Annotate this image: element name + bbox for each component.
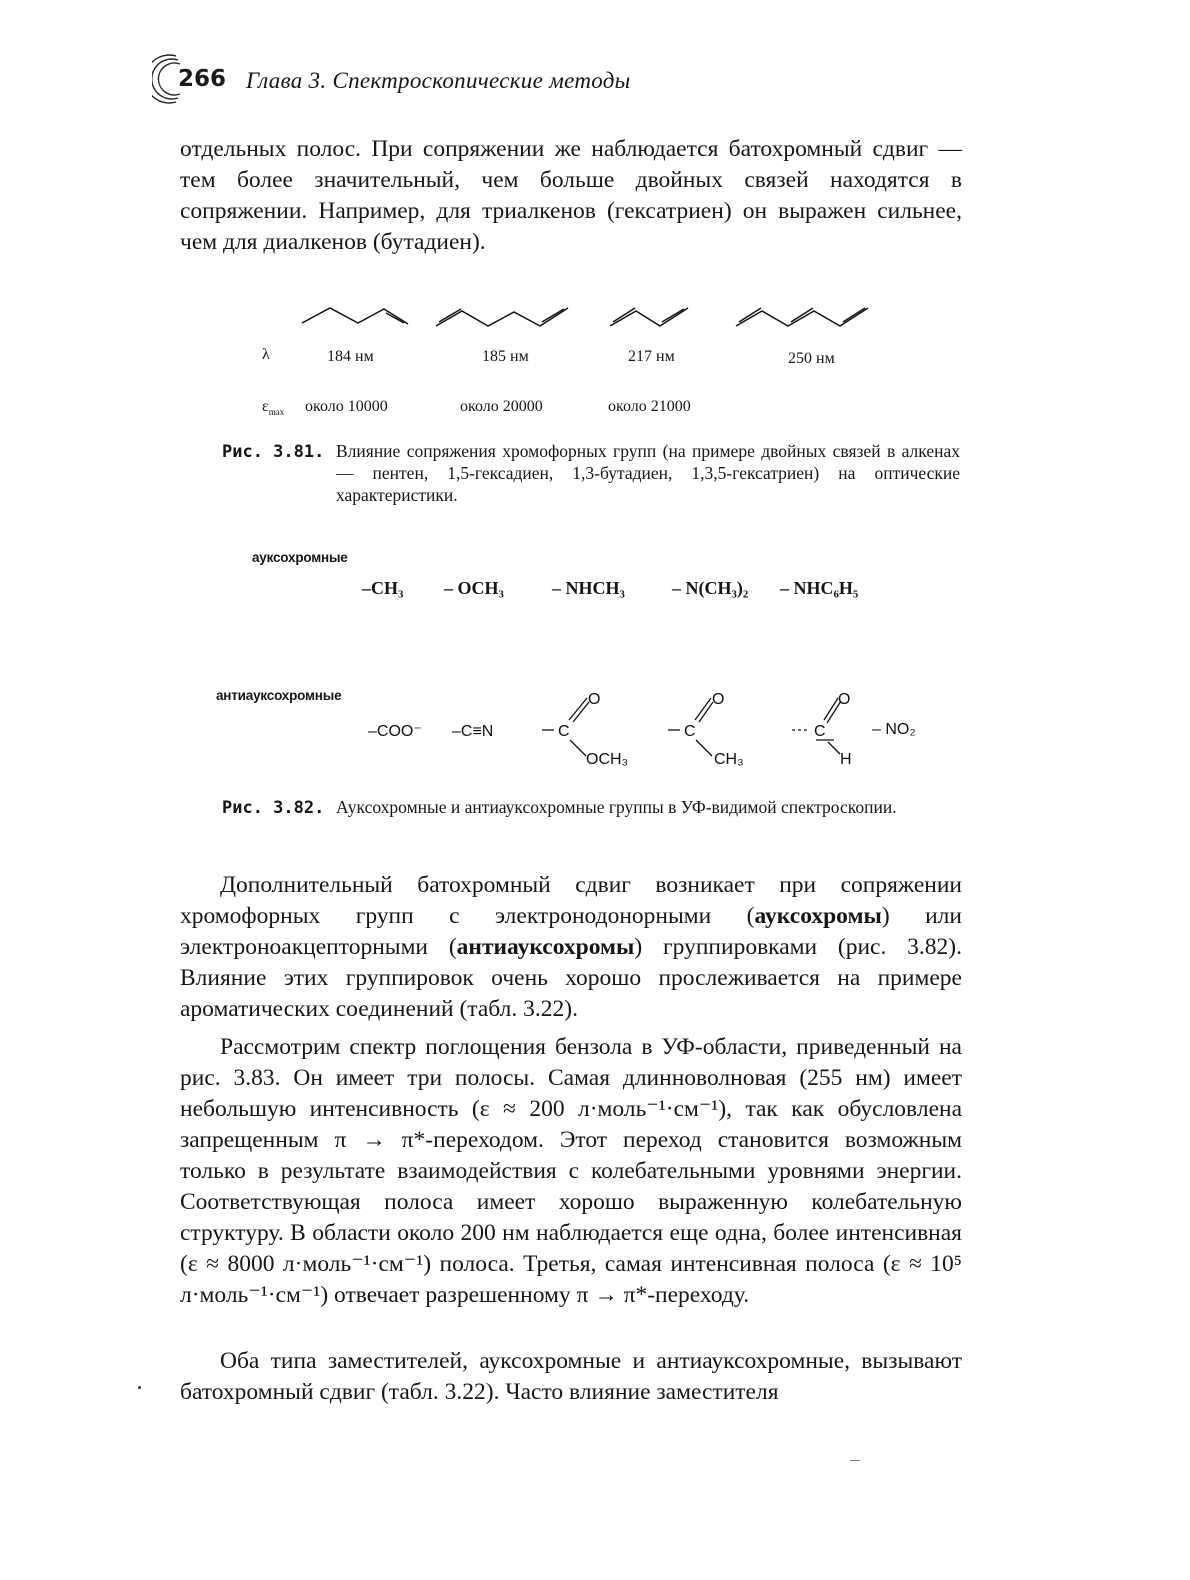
caption-label: Рис. 3.81. bbox=[222, 442, 325, 462]
lambda-value: 184 нм bbox=[327, 348, 374, 365]
nitro-group: – NO₂ bbox=[872, 721, 916, 738]
ester-carbon: C bbox=[558, 723, 570, 740]
caption-text: Влияние сопряжения хромофорных групп (на примере двойных связей в алкенах — пентен, 1,5-гексадиен, 1,3-бутадиен, 1,3,5-гексатриен) на оптические характеристики. bbox=[336, 441, 960, 505]
antiauxochrome-heading: антиауксохромные bbox=[216, 688, 342, 703]
scan-speck bbox=[850, 1460, 860, 1461]
paragraph-2: Дополнительный батохромный сдвиг возникает при сопряжении хромофорных групп с электронодонорными (ауксохромы) или электроноакцепторными (антиауксохромы) группировками (рис. 3.82). Влияние этих группировок очень хорошо прослеживается на примере ароматических соединений (табл. 3.22). bbox=[180, 872, 963, 1022]
antiauxochrome-groups bbox=[360, 688, 940, 772]
epsilon-value: около 10000 bbox=[305, 398, 388, 415]
epsilon-max-symbol: $\varepsilon_{max}$ bbox=[262, 398, 285, 418]
figure-caption-381 bbox=[222, 440, 964, 506]
term-auxochromes: ауксохромы bbox=[754, 903, 882, 929]
acetyl-oxygen: O bbox=[712, 691, 725, 708]
formyl-carbon: C bbox=[814, 723, 826, 740]
pentene-structure bbox=[302, 308, 408, 324]
acetyl-carbon: C bbox=[684, 723, 696, 740]
butadiene-structure bbox=[610, 308, 688, 326]
carboxylate-group: –COO⁻ bbox=[368, 723, 422, 740]
auxochrome-heading: ауксохромные bbox=[252, 550, 348, 565]
ester-oxygen: O bbox=[588, 691, 601, 708]
epsilon-value: около 20000 bbox=[460, 398, 543, 415]
term-antiauxochromes: антиауксохромы bbox=[456, 934, 635, 960]
auxo-group: –CH₃ bbox=[362, 578, 404, 598]
paragraph-3: Рассмотрим спектр поглощения бензола в УФ-области, приведенный на рис. 3.83. Он имеет три полосы. Самая длинноволновая (255 нм) имеет небольшую интенсивность (ε ≈ 200 л·моль⁻¹·см⁻¹), так как обусловлена запрещенным π → π*-переходом. Этот переход становится возможным только в результате взаимодействия с колебательными уровнями энергии. Соответствующая полоса имеет хорошо выраженную колебательную структуру. В области около 200 нм наблюдается еще одна, более интенсивная (ε ≈ 8000 л·моль⁻¹·см⁻¹) полоса. Третья, самая интенсивная полоса (ε ≈ 10⁵ л·моль⁻¹·см⁻¹) отвечает разрешенному π → π*-переходу. bbox=[180, 1034, 962, 1308]
auxo-group: – NHCH₃ bbox=[552, 578, 625, 598]
auxochrome-groups bbox=[362, 578, 902, 610]
formyl-oxygen: O bbox=[838, 691, 851, 708]
running-head: Глава 3. Спектроскопические методы bbox=[246, 68, 631, 93]
paragraph-1: отдельных полос. При сопряжении же наблюдается батохромный сдвиг — тем более значительный, чем больше двойных связей находятся в сопряжении. Например, для триалкенов (гексатриен) он выражен сильнее, чем для диалкенов (бутадиен). bbox=[180, 136, 962, 255]
auxo-group: – NHC₆H₅ bbox=[780, 578, 859, 598]
paragraph-4: Оба типа заместителей, ауксохромные и антиауксохромные, вызывают батохромный сдвиг (табл. 3.22). Часто влияние заместителя bbox=[180, 1348, 962, 1405]
lambda-value: 217 нм bbox=[628, 348, 675, 365]
formyl-hydrogen: H bbox=[840, 751, 852, 768]
figure-caption-382 bbox=[222, 796, 964, 819]
page-number: 266 bbox=[178, 66, 227, 92]
epsilon-value: около 21000 bbox=[608, 398, 691, 415]
auxo-group: – OCH₃ bbox=[444, 578, 504, 598]
acetyl-ch3: CH₃ bbox=[714, 751, 744, 768]
lambda-value: 185 нм bbox=[482, 348, 529, 365]
hexadiene-structure bbox=[436, 308, 568, 326]
ester-och3: OCH₃ bbox=[586, 751, 629, 768]
alkene-structures-figure bbox=[290, 290, 890, 340]
caption-label: Рис. 3.82. bbox=[222, 798, 325, 818]
scan-speck bbox=[138, 1386, 141, 1389]
caption-text: Ауксохромные и антиауксохромные группы в УФ-видимой спектроскопии. bbox=[336, 797, 897, 817]
lambda-symbol: λ bbox=[262, 346, 270, 363]
nitrile-group: –C≡N bbox=[452, 723, 494, 740]
auxo-group: – N(CH₃)₂ bbox=[672, 578, 749, 598]
lambda-value: 250 нм bbox=[788, 350, 835, 367]
hexatriene-structure bbox=[736, 308, 868, 326]
